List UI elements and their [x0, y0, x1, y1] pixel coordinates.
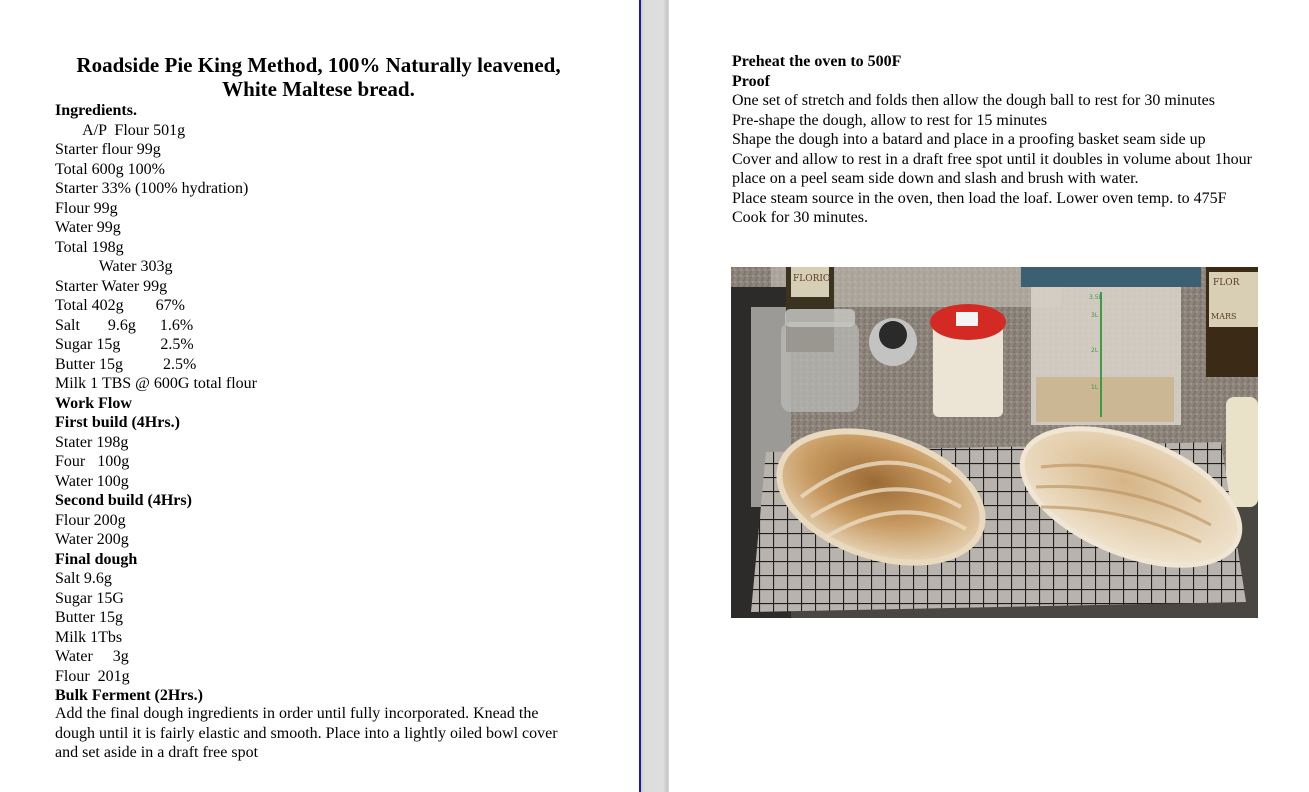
step-line: Preheat the oven to 500F [732, 53, 902, 70]
bulk-ferment-paragraph: Add the final dough ingredients in order until fully incorporated. Knead the dough until it is fairly elastic and smooth. Place into a lightly oiled bowl cover and set aside in a draft free spot [55, 705, 558, 761]
ingredient-line: Starter Water 99g [55, 277, 168, 295]
ingredient-line: Water 99g [55, 219, 121, 236]
bottle-label-left: FLORIO [793, 274, 831, 284]
step-line: Cook for 30 minutes. [732, 209, 868, 226]
ingredient-line: Milk 1 TBS @ 600G total flour [55, 375, 257, 392]
marking-1: 3.5L [1089, 294, 1102, 301]
ingredient-line: Final dough [55, 550, 138, 568]
ingredient-line: Sugar 15g 2.5% [55, 336, 194, 353]
ingredient-line: Salt 9.6g [55, 570, 112, 587]
step-line: Shape the dough into a batard and place in a proofing basket seam side up [732, 131, 1206, 148]
bread-photo-illustration [731, 267, 1258, 618]
ingredient-line: Four 100g [55, 453, 130, 470]
ingredient-line: Butter 15g [55, 609, 123, 626]
ingredient-line: Butter 15g 2.5% [55, 355, 197, 373]
ingredient-line: Total 402g 67% [55, 297, 185, 314]
ingredient-line: Ingredients. [55, 102, 137, 119]
ingredient-line: Flour 200g [55, 511, 126, 529]
ingredient-line: Water 303g [55, 258, 173, 275]
step-line: place on a peel seam side down and slash and brush with water. [732, 170, 1139, 187]
ingredient-line: Starter flour 99g [55, 141, 161, 158]
bottle-label-right: FLOR [1213, 278, 1240, 288]
ingredient-line: Total 600g 100% [55, 160, 165, 178]
bottle-label-right-2: MARS [1211, 312, 1237, 321]
recipe-title: Roadside Pie King Method, 100% Naturally leavened, White Maltese bread. [76, 53, 561, 101]
ingredient-line: Work Flow [55, 394, 132, 412]
ingredient-line: Milk 1Tbs [55, 628, 123, 646]
step-line: Pre-shape the dough, allow to rest for 15 minutes [732, 111, 1048, 129]
ingredient-line: Flour 99g [55, 199, 118, 217]
ingredient-line: Total 198g [55, 238, 124, 256]
ingredient-line: Second build (4Hrs) [55, 492, 192, 509]
step-line: Cover and allow to rest in a draft free spot until it doubles in volume about 1hour [732, 150, 1252, 168]
ingredient-line: Bulk Ferment (2Hrs.) [55, 687, 203, 704]
ingredient-line: Water 200g [55, 531, 129, 548]
ingredient-line: Flour 201g [55, 667, 130, 685]
step-line: Place steam source in the oven, then load the loaf. Lower oven temp. to 475F [732, 189, 1227, 207]
marking-2: 3L [1091, 312, 1099, 319]
page-gutter [641, 0, 669, 792]
ingredient-line: Starter 33% (100% hydration) [55, 180, 249, 197]
ingredient-line: A/P Flour 501g [55, 121, 186, 139]
ingredient-list [55, 101, 575, 706]
process-steps [732, 52, 1272, 228]
step-line: One set of stretch and folds then allow the dough ball to rest for 30 minutes [732, 92, 1216, 109]
ingredient-line: Stater 198g [55, 433, 129, 451]
step-line: Proof [732, 72, 770, 90]
ingredient-line: Salt 9.6g 1.6% [55, 316, 194, 334]
bread-photo [731, 267, 1258, 618]
marking-4: 1L [1091, 384, 1099, 391]
ingredient-line: Water 3g [55, 648, 129, 665]
ingredient-line: Water 100g [55, 472, 129, 490]
ingredient-line: First build (4Hrs.) [55, 414, 180, 431]
marking-3: 2L [1091, 347, 1099, 354]
ingredient-line: Sugar 15G [55, 589, 124, 607]
